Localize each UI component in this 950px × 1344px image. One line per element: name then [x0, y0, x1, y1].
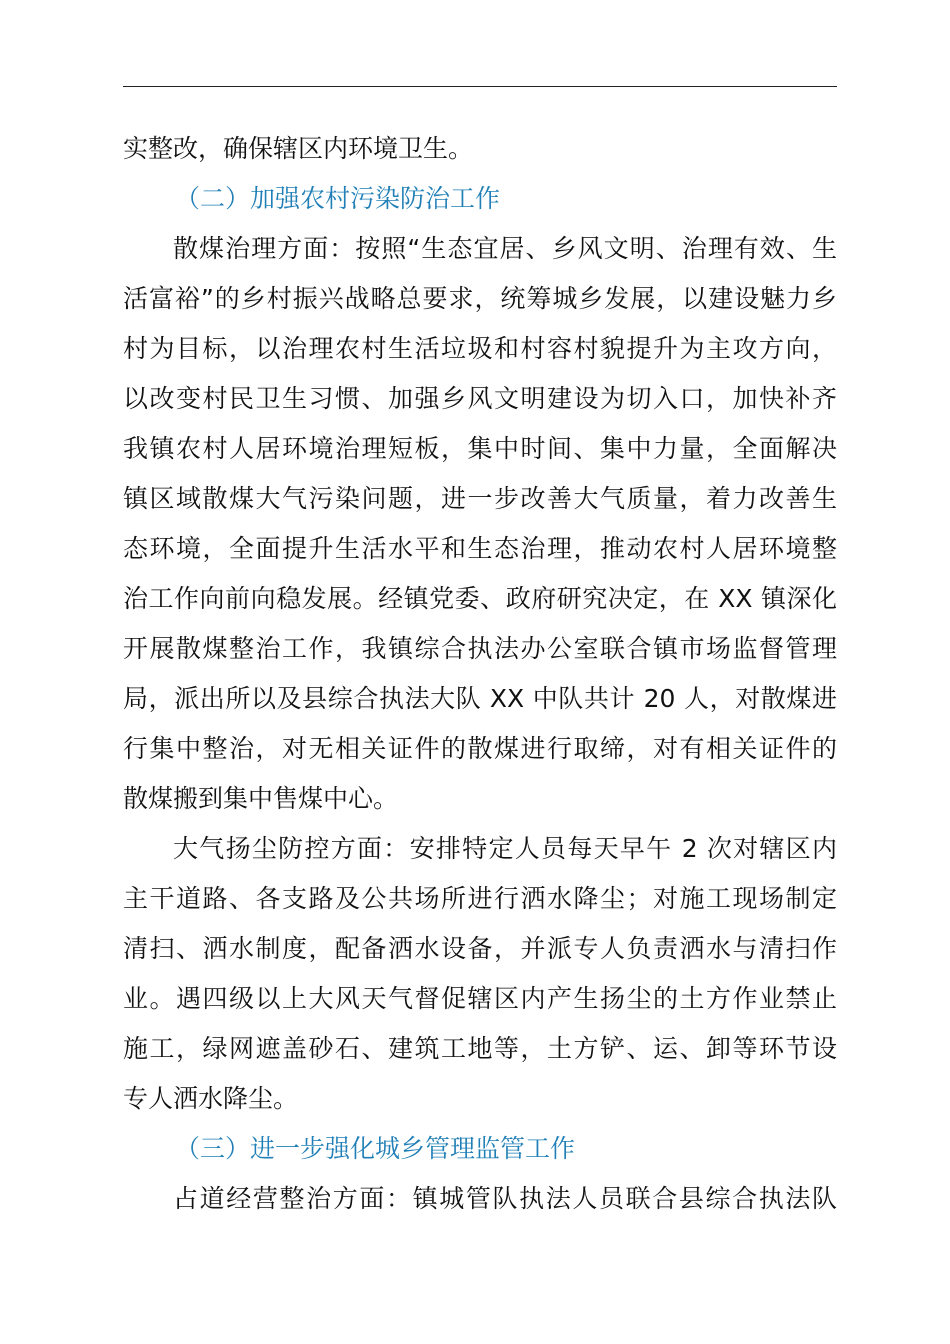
- paragraph-line: 开展散煤整治工作，我镇综合执法办公室联合镇市场监督管理: [123, 634, 837, 663]
- paragraph-line: 施工，绿网遮盖砂石、建筑工地等，土方铲、运、卸等环节设: [123, 1034, 837, 1063]
- paragraph-line: 散煤治理方面：按照“生态宜居、乡风文明、治理有效、生: [173, 234, 837, 263]
- paragraph-line: 以改变村民卫生习惯、加强乡风文明建设为切入口，加快补齐: [123, 384, 837, 413]
- paragraph-line: 实整改，确保辖区内环境卫生。: [123, 134, 474, 163]
- paragraph-line: 态环境，全面提升生活水平和生态治理，推动农村人居环境整: [123, 534, 837, 563]
- paragraph-line: 主干道路、各支路及公共场所进行洒水降尘；对施工现场制定: [123, 884, 837, 913]
- paragraph-line: 局，派出所以及县综合执法大队 XX 中队共计 20 人，对散煤进: [123, 684, 837, 713]
- paragraph-line: 我镇农村人居环境治理短板，集中时间、集中力量，全面解决: [123, 434, 837, 463]
- paragraph-line: 业。遇四级以上大风天气督促辖区内产生扬尘的土方作业禁止: [123, 984, 837, 1013]
- paragraph-line: 活富裕”的乡村振兴战略总要求，统筹城乡发展，以建设魅力乡: [123, 284, 837, 313]
- paragraph-line: 散煤搬到集中售煤中心。: [123, 784, 399, 813]
- paragraph-line: 大气扬尘防控方面：安排特定人员每天早午 2 次对辖区内: [173, 834, 837, 863]
- paragraph-line: 专人洒水降尘。: [123, 1084, 299, 1113]
- section-heading-3: （三）进一步强化城乡管理监管工作: [175, 1134, 576, 1163]
- paragraph-line: 清扫、洒水制度，配备洒水设备，并派专人负责洒水与清扫作: [123, 934, 837, 963]
- document-body: [123, 124, 837, 1224]
- paragraph-line: 村为目标，以治理农村生活垃圾和村容村貌提升为主攻方向，: [123, 334, 837, 363]
- header-rule: [123, 86, 837, 87]
- paragraph-line: 行集中整治，对无相关证件的散煤进行取缔，对有相关证件的: [123, 734, 837, 763]
- paragraph-line: 治工作向前向稳发展。经镇党委、政府研究决定，在 XX 镇深化: [123, 584, 837, 613]
- paragraph-line: 镇区域散煤大气污染问题，进一步改善大气质量，着力改善生: [123, 484, 837, 513]
- paragraph-line: 占道经营整治方面：镇城管队执法人员联合县综合执法队: [173, 1184, 837, 1213]
- section-heading-2: （二）加强农村污染防治工作: [175, 184, 501, 213]
